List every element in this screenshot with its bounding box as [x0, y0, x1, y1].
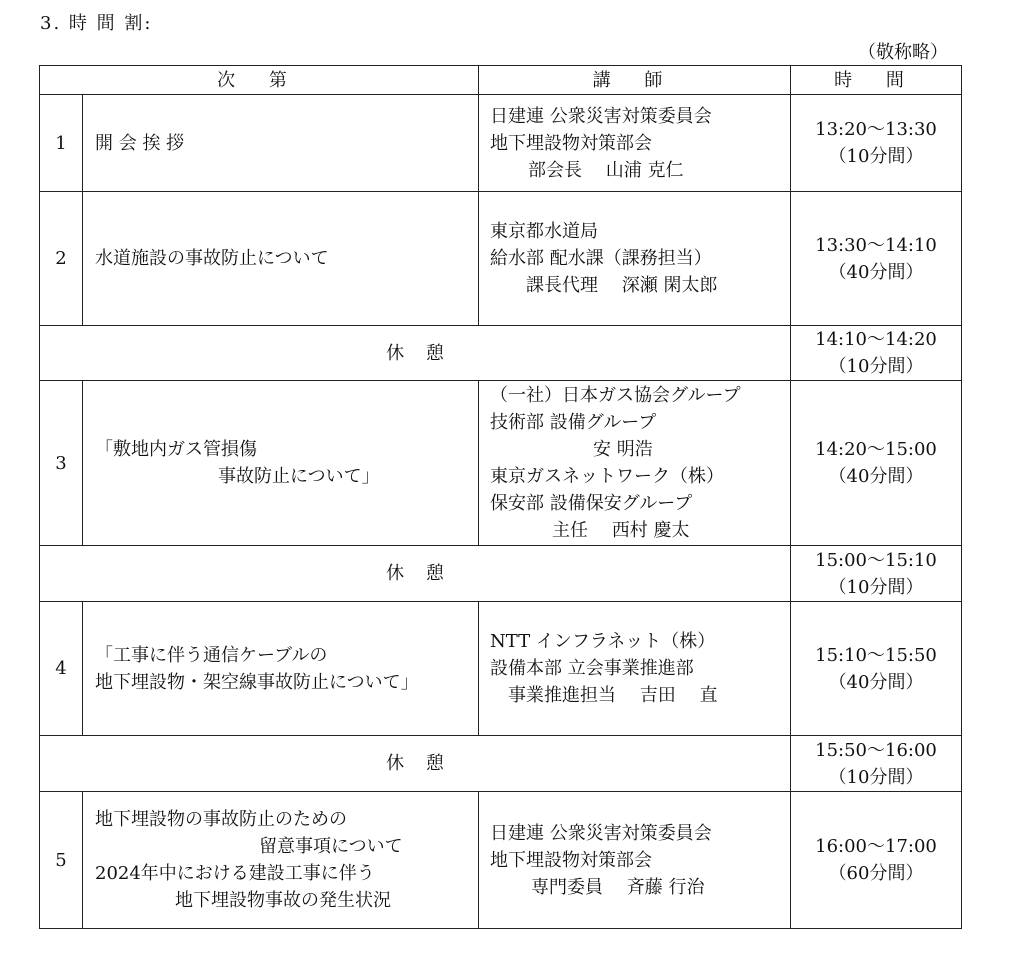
table-row: [40, 602, 962, 736]
time-range: 14:10〜14:20: [815, 329, 937, 350]
time-range: 16:00〜17:00: [815, 836, 937, 857]
duration: （10分間）: [828, 356, 924, 377]
speaker-line: 部会長 山浦 克仁: [528, 159, 684, 181]
speaker-line: 給水部 配水課（課務担当）: [490, 248, 712, 269]
row-number: 4: [40, 602, 83, 736]
time-cell: [791, 792, 962, 929]
duration: （40分間）: [828, 671, 924, 693]
time-cell: [791, 326, 962, 381]
agenda-line: 地下埋設物・架空線事故防止について」: [95, 671, 419, 693]
time-cell: [791, 736, 962, 792]
break-label: 休 憩: [40, 326, 791, 381]
speaker-line: 技術部 設備グループ: [490, 412, 657, 433]
time-range: 15:00〜15:10: [815, 549, 937, 571]
speaker-cell: [479, 381, 791, 546]
agenda-cell: [83, 792, 479, 929]
break-row: [40, 546, 962, 602]
duration: （10分間）: [828, 766, 924, 788]
speaker-line: 地下埋設物対策部会: [490, 132, 653, 154]
agenda-line: 留意事項について: [259, 836, 403, 857]
duration: （10分間）: [828, 146, 924, 167]
table-row: [40, 95, 962, 192]
row-number: 1: [40, 95, 83, 192]
speaker-line: 日建連 公衆災害対策委員会: [490, 822, 712, 844]
agenda-cell: [83, 381, 479, 546]
break-row: [40, 326, 962, 381]
table-row: [40, 381, 962, 546]
speaker-cell: [479, 95, 791, 192]
speaker-line: 日建連 公衆災害対策委員会: [490, 105, 712, 127]
agenda-cell: [83, 602, 479, 736]
speaker-cell: [479, 792, 791, 929]
agenda-line: 「工事に伴う通信ケーブルの: [95, 644, 328, 666]
row-number: 3: [40, 381, 83, 546]
speaker-line: 専門委員 斉藤 行治: [531, 876, 705, 898]
speaker-line: 事業推進担当 吉田 直: [508, 685, 718, 706]
speaker-line: 保安部 設備保安グループ: [490, 493, 693, 514]
agenda-cell: [83, 95, 479, 192]
time-cell: [791, 602, 962, 736]
header-row: [40, 66, 962, 95]
agenda-line: 地下埋設物事故の発生状況: [175, 890, 391, 911]
time-cell: [791, 381, 962, 546]
table-row: [40, 192, 962, 326]
agenda-line: 開 会 挨 拶: [95, 132, 185, 154]
row-number: 5: [40, 792, 83, 929]
time-cell: [791, 95, 962, 192]
schedule-table: [39, 65, 962, 929]
time-range: 13:30〜14:10: [815, 234, 937, 256]
agenda-line: 水道施設の事故防止について: [95, 248, 329, 269]
time-cell: [791, 192, 962, 326]
duration: （40分間）: [828, 261, 924, 283]
agenda-line: 地下埋設物の事故防止のための: [95, 809, 347, 830]
speaker-line: （一社）日本ガス協会グループ: [490, 385, 741, 406]
time-range: 13:20〜13:30: [815, 119, 937, 140]
speaker-line: NTT インフラネット（株）: [490, 631, 716, 652]
row-number: 2: [40, 192, 83, 326]
break-label: 休 憩: [40, 736, 791, 792]
speaker-line: 課長代理 深瀬 閑太郎: [526, 275, 718, 296]
header-agenda: 次 第: [40, 66, 479, 95]
speaker-line: 主任 西村 慶太: [552, 520, 690, 541]
duration: （10分間）: [828, 576, 924, 598]
agenda-line: 事故防止について」: [218, 466, 380, 487]
duration: （40分間）: [828, 466, 924, 487]
speaker-line: 安 明浩: [593, 439, 653, 460]
duration: （60分間）: [828, 863, 924, 884]
speaker-cell: [479, 192, 791, 326]
speaker-cell: [479, 602, 791, 736]
break-label: 休 憩: [40, 546, 791, 602]
speaker-line: 地下埋設物対策部会: [490, 849, 653, 871]
header-time: 時 間: [791, 66, 962, 95]
speaker-line: 設備本部 立会事業推進部: [490, 658, 694, 679]
time-range: 15:10〜15:50: [815, 644, 937, 666]
agenda-cell: [83, 192, 479, 326]
break-row: [40, 736, 962, 792]
speaker-line: 東京ガスネットワーク（株）: [490, 466, 725, 487]
table-row: [40, 792, 962, 929]
agenda-line: 「敷地内ガス管損傷: [95, 439, 257, 460]
speaker-line: 東京都水道局: [490, 221, 599, 242]
section-title: 3. 時 間 割:: [40, 13, 153, 34]
header-speaker: 講 師: [479, 66, 791, 95]
time-cell: [791, 546, 962, 602]
honorific-note: （敬称略）: [858, 42, 948, 63]
agenda-line: 2024年中における建設工事に伴う: [95, 863, 375, 884]
time-range: 14:20〜15:00: [815, 439, 937, 460]
time-range: 15:50〜16:00: [815, 739, 937, 761]
